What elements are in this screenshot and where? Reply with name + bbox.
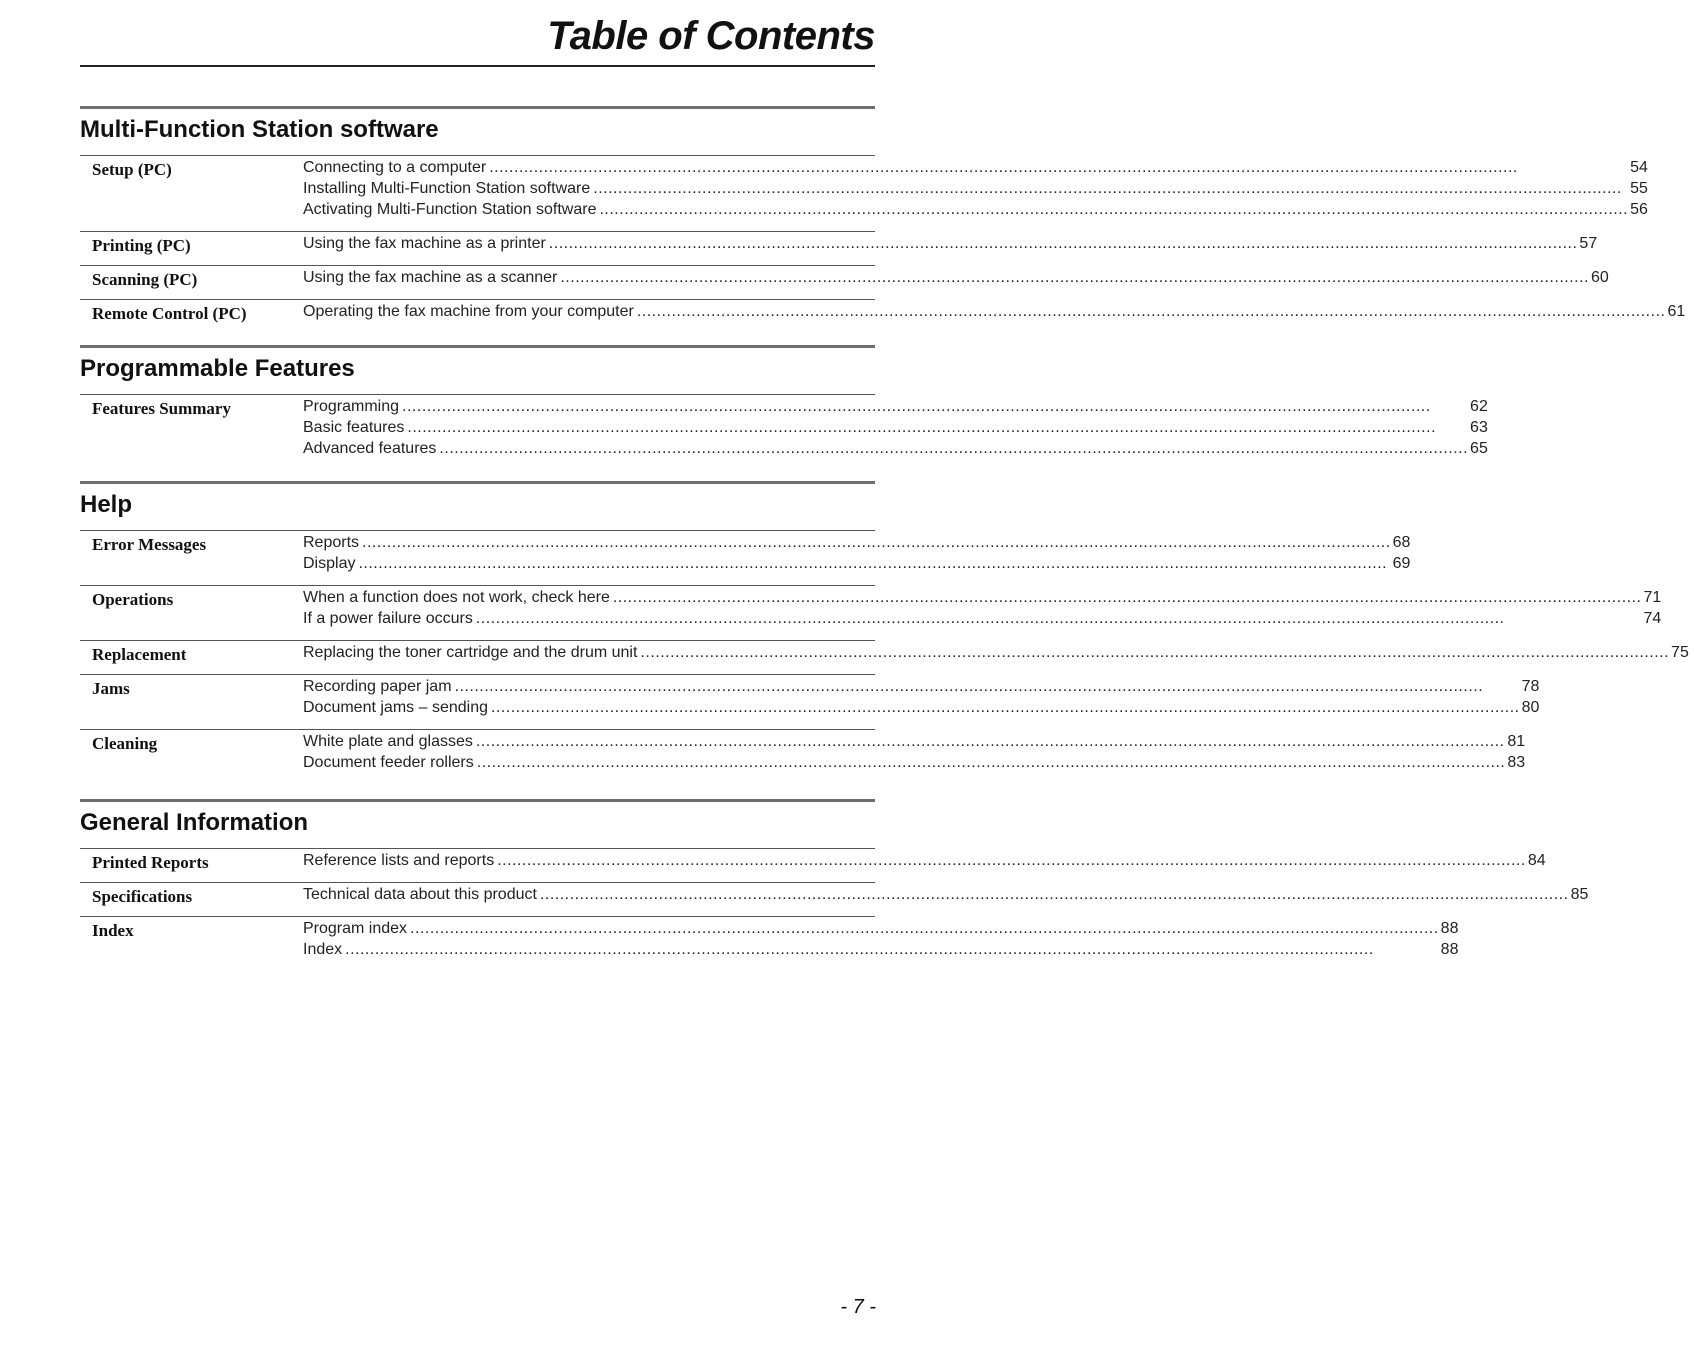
toc-entry[interactable] [303, 610, 1661, 631]
toc-entry[interactable] [303, 733, 1525, 754]
group-label: Error Messages [92, 535, 207, 554]
entry-page-number: 55 [1630, 180, 1648, 197]
toc-group [80, 299, 1686, 333]
toc-group [80, 394, 1488, 470]
entry-page-number: 65 [1470, 440, 1488, 457]
dot-leader [491, 699, 1520, 717]
section-divider [80, 481, 875, 484]
entry-page-number: 75 [1671, 644, 1689, 661]
entry-title: Index [303, 941, 343, 958]
dot-leader [476, 733, 1506, 751]
entry-page-number: 68 [1392, 534, 1411, 551]
toc-group [80, 640, 1689, 674]
section-heading: General Information [80, 809, 309, 836]
toc-entry[interactable] [303, 235, 1597, 256]
group-label: Setup (PC) [92, 160, 172, 179]
toc-section [80, 106, 1686, 333]
entry-page-number: 74 [1643, 610, 1662, 627]
dot-leader [362, 534, 1391, 552]
entry-title: Program index [303, 920, 408, 937]
dot-leader [640, 644, 1669, 662]
entry-page-number: 57 [1579, 235, 1598, 252]
group-label: Jams [92, 679, 130, 698]
entry-page-number: 61 [1667, 303, 1686, 320]
group-label: Scanning (PC) [92, 270, 198, 289]
group-label: Index [92, 921, 134, 940]
toc-entry[interactable] [303, 534, 1410, 555]
entry-title: Reference lists and reports [303, 852, 495, 869]
entry-title: Using the fax machine as a scanner [303, 269, 558, 286]
entry-page-number: 84 [1527, 852, 1546, 869]
toc-entry[interactable] [303, 180, 1648, 201]
entry-title: Document feeder rollers [303, 754, 474, 771]
dot-leader [402, 398, 1468, 416]
entry-title: If a power failure occurs [303, 610, 473, 627]
toc-group [80, 530, 1411, 585]
toc-group [80, 729, 1526, 784]
toc-entry[interactable] [303, 754, 1525, 775]
section-heading: Help [80, 491, 133, 518]
entry-title: Technical data about this product [303, 886, 537, 903]
toc-group [80, 231, 1598, 265]
entry-page-number: 81 [1507, 733, 1526, 750]
section-heading: Programmable Features [80, 355, 355, 382]
dot-leader [489, 159, 1628, 177]
toc-group [80, 265, 1609, 299]
toc-section [80, 345, 1488, 470]
entry-page-number: 62 [1470, 398, 1488, 415]
dot-leader [477, 754, 1506, 772]
dot-leader [476, 610, 1642, 628]
entry-title: Using the fax machine as a printer [303, 235, 546, 252]
dot-leader [407, 419, 1468, 437]
toc-entry[interactable] [303, 941, 1458, 962]
toc-group [80, 155, 1648, 231]
entry-title: Activating Multi-Function Station software [303, 201, 597, 218]
dot-leader [613, 589, 1642, 607]
dot-leader [497, 852, 1526, 870]
entry-page-number: 85 [1570, 886, 1589, 903]
dot-leader [455, 678, 1520, 696]
toc-entry[interactable] [303, 398, 1488, 419]
entry-page-number: 83 [1507, 754, 1526, 771]
entry-title: Installing Multi-Function Station software [303, 180, 591, 197]
dot-leader [549, 235, 1578, 253]
toc-entry[interactable] [303, 303, 1685, 324]
toc-group [80, 674, 1540, 729]
entry-title: When a function does not work, check here [303, 589, 610, 606]
dot-leader [358, 555, 1390, 573]
entry-title: Replacing the toner cartridge and the drum unit [303, 644, 638, 661]
entry-title: Reports [303, 534, 360, 551]
dot-leader [593, 180, 1628, 198]
toc-entry[interactable] [303, 644, 1689, 665]
entry-page-number: 60 [1590, 269, 1609, 286]
toc-entry[interactable] [303, 699, 1539, 720]
toc-entry[interactable] [303, 920, 1458, 941]
page-title: Table of Contents [547, 14, 875, 58]
entry-title: Operating the fax machine from your computer [303, 303, 634, 320]
dot-leader [599, 201, 1628, 219]
section-heading: Multi-Function Station software [80, 116, 439, 143]
entry-title: White plate and glasses [303, 733, 473, 750]
section-divider [80, 799, 875, 802]
group-label: Remote Control (PC) [92, 304, 247, 323]
entry-page-number: 54 [1630, 159, 1648, 176]
toc-entry[interactable] [303, 269, 1609, 290]
entry-title: Connecting to a computer [303, 159, 487, 176]
group-label: Features Summary [92, 399, 231, 418]
toc-entry[interactable] [303, 419, 1488, 440]
toc-section [80, 481, 1689, 784]
entry-page-number: 69 [1392, 555, 1411, 572]
entry-page-number: 71 [1643, 589, 1662, 606]
entry-page-number: 78 [1521, 678, 1540, 695]
toc-group [80, 916, 1459, 971]
group-label: Printed Reports [92, 853, 209, 872]
toc-group [80, 848, 1546, 882]
toc-entry[interactable] [303, 201, 1648, 222]
title-divider [80, 65, 875, 67]
toc-entry[interactable] [303, 555, 1410, 576]
entry-title: Document jams – sending [303, 699, 488, 716]
entry-title: Recording paper jam [303, 678, 452, 695]
dot-leader [345, 941, 1439, 959]
entry-page-number: 88 [1440, 920, 1459, 937]
dot-leader [560, 269, 1589, 287]
group-label: Operations [92, 590, 174, 609]
entry-page-number: 63 [1470, 419, 1488, 436]
group-label: Printing (PC) [92, 236, 191, 255]
toc-entry[interactable] [303, 852, 1546, 873]
toc-entry[interactable] [303, 159, 1648, 180]
section-divider [80, 345, 875, 348]
entry-title: Basic features [303, 419, 405, 436]
page-number-footer: - 7 - [840, 1296, 876, 1318]
toc-group [80, 585, 1662, 640]
toc-entry[interactable] [303, 589, 1661, 610]
dot-leader [637, 303, 1666, 321]
group-label: Replacement [92, 645, 187, 664]
entry-page-number: 56 [1630, 201, 1648, 218]
entry-title: Display [303, 555, 356, 572]
toc-entry[interactable] [303, 886, 1588, 907]
section-divider [80, 106, 875, 109]
toc-group [80, 882, 1589, 916]
entry-page-number: 88 [1440, 941, 1459, 958]
toc-entry[interactable] [303, 440, 1488, 461]
entry-title: Advanced features [303, 440, 437, 457]
entry-page-number: 80 [1521, 699, 1540, 716]
group-label: Cleaning [92, 734, 158, 753]
dot-leader [410, 920, 1439, 938]
dot-leader [439, 440, 1468, 458]
toc-section [80, 799, 1589, 971]
group-label: Specifications [92, 887, 193, 906]
entry-title: Programming [303, 398, 400, 415]
toc-entry[interactable] [303, 678, 1539, 699]
dot-leader [540, 886, 1569, 904]
